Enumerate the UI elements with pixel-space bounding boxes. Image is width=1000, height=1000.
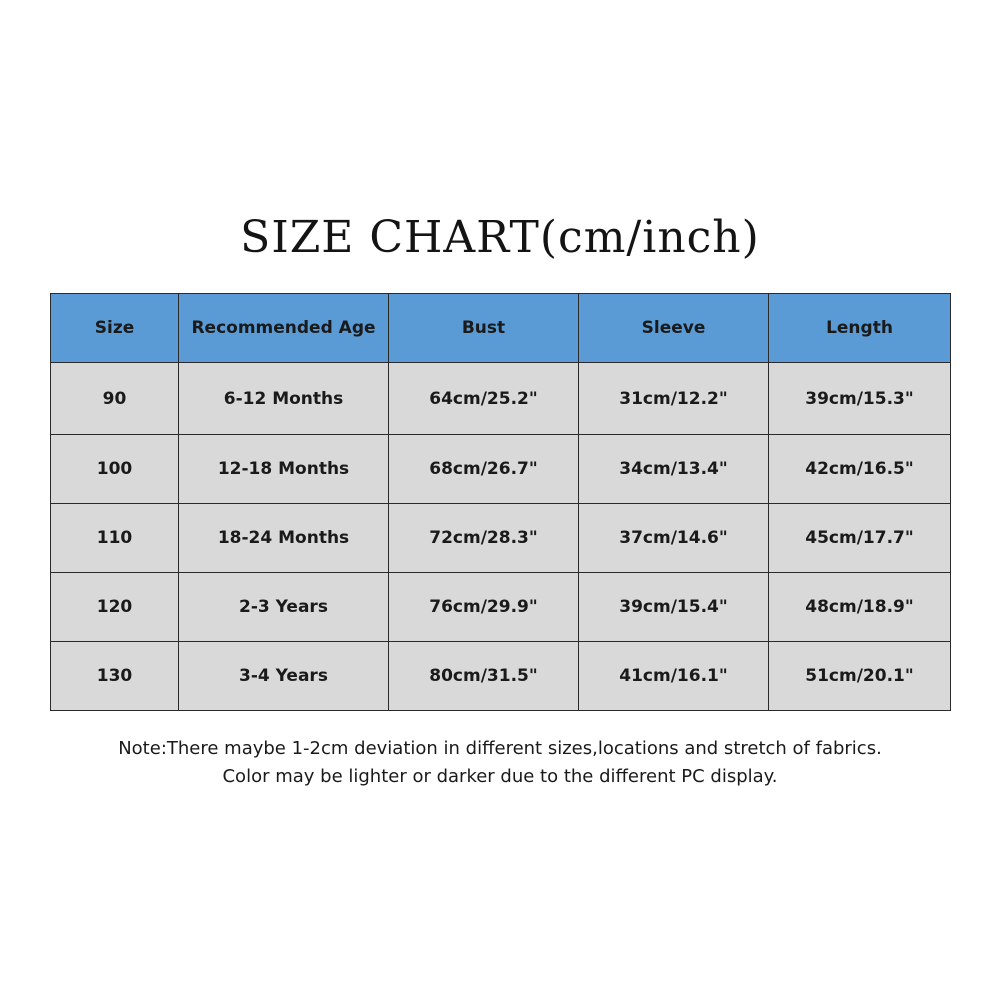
- header-recommended-age: Recommended Age: [179, 294, 389, 363]
- cell-size: 90: [51, 363, 179, 435]
- table-header-row: [51, 294, 951, 363]
- cell-bust: 72cm/28.3": [389, 504, 579, 573]
- cell-age: 3-4 Years: [179, 642, 389, 711]
- table-row: [51, 435, 951, 504]
- header-size: Size: [51, 294, 179, 363]
- header-sleeve: Sleeve: [579, 294, 769, 363]
- header-length: Length: [769, 294, 951, 363]
- table-row: [51, 642, 951, 711]
- cell-sleeve: 34cm/13.4": [579, 435, 769, 504]
- table-row: [51, 363, 951, 435]
- cell-length: 48cm/18.9": [769, 573, 951, 642]
- cell-age: 12-18 Months: [179, 435, 389, 504]
- cell-bust: 80cm/31.5": [389, 642, 579, 711]
- cell-sleeve: 39cm/15.4": [579, 573, 769, 642]
- page-title: SIZE CHART(cm/inch): [240, 212, 760, 263]
- cell-sleeve: 41cm/16.1": [579, 642, 769, 711]
- cell-length: 42cm/16.5": [769, 435, 951, 504]
- note-line-2: Color may be lighter or darker due to the different PC display.: [222, 766, 778, 787]
- cell-length: 51cm/20.1": [769, 642, 951, 711]
- note-line-1: Note:There maybe 1-2cm deviation in different sizes,locations and stretch of fabrics.: [118, 738, 882, 759]
- cell-size: 120: [51, 573, 179, 642]
- deviation-note: [0, 735, 1000, 791]
- cell-size: 130: [51, 642, 179, 711]
- cell-age: 18-24 Months: [179, 504, 389, 573]
- cell-age: 6-12 Months: [179, 363, 389, 435]
- table-row: [51, 504, 951, 573]
- cell-bust: 64cm/25.2": [389, 363, 579, 435]
- cell-bust: 76cm/29.9": [389, 573, 579, 642]
- cell-bust: 68cm/26.7": [389, 435, 579, 504]
- table-row: [51, 573, 951, 642]
- cell-sleeve: 31cm/12.2": [579, 363, 769, 435]
- size-chart-table: [50, 293, 951, 711]
- cell-length: 39cm/15.3": [769, 363, 951, 435]
- cell-age: 2-3 Years: [179, 573, 389, 642]
- cell-size: 110: [51, 504, 179, 573]
- cell-length: 45cm/17.7": [769, 504, 951, 573]
- cell-sleeve: 37cm/14.6": [579, 504, 769, 573]
- header-bust: Bust: [389, 294, 579, 363]
- cell-size: 100: [51, 435, 179, 504]
